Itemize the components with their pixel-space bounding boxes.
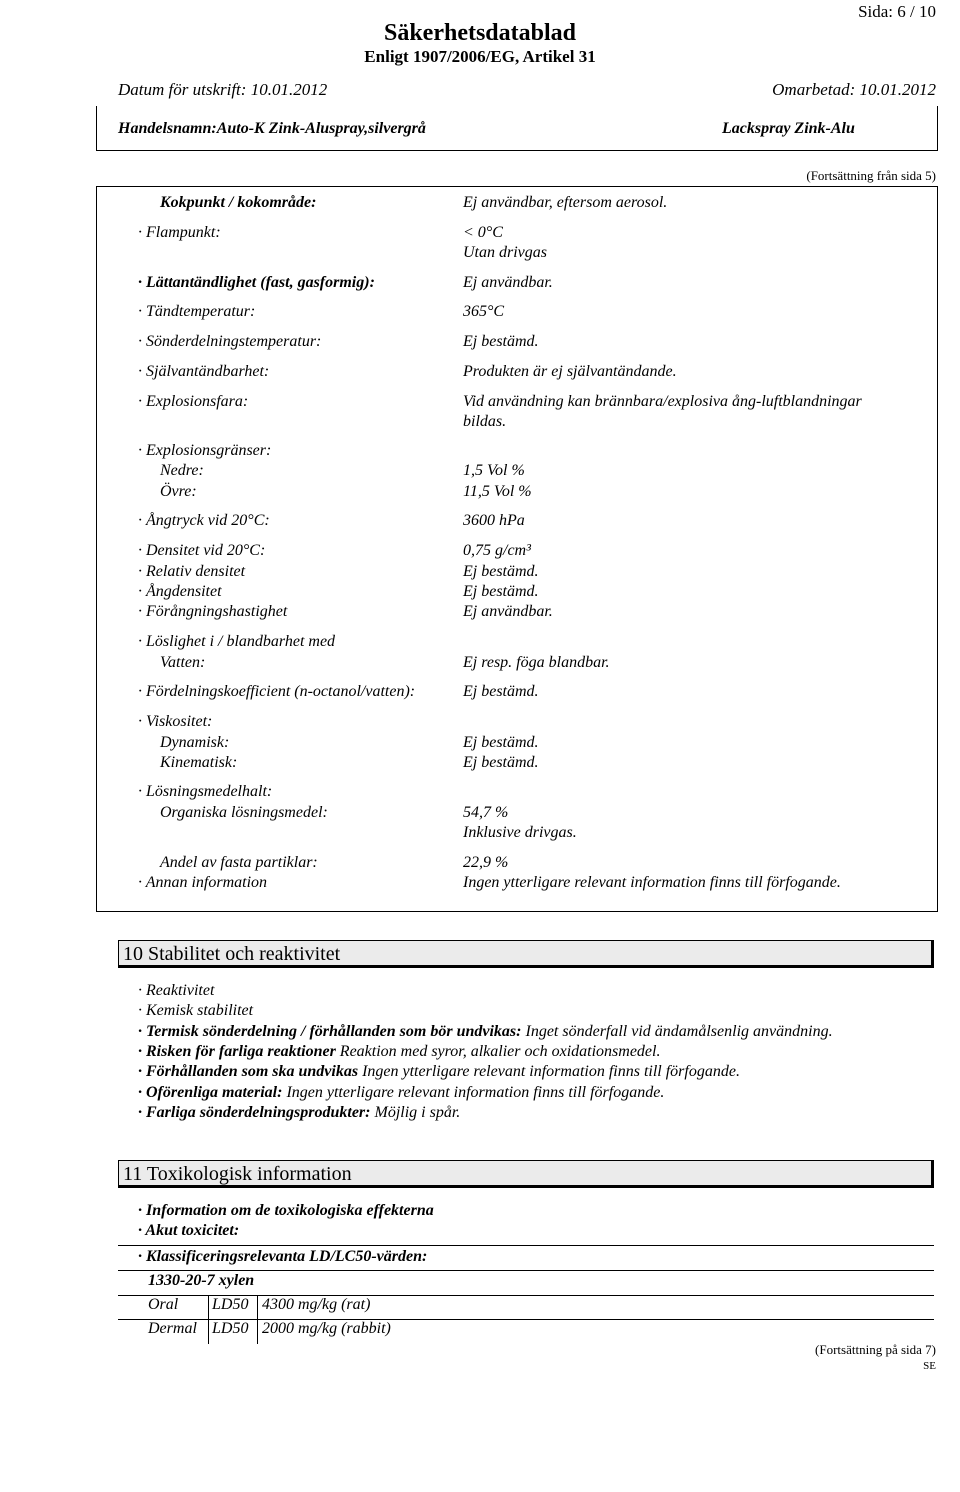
product-name: Lackspray Zink-Alu: [722, 120, 855, 137]
kinematic-value: Ej bestämd.: [463, 754, 539, 771]
partition-value: Ej bestämd.: [463, 683, 539, 700]
tox-row-2-route: Dermal: [148, 1320, 197, 1337]
toxic-info-line: · Information om de toxikologiska effekterna: [138, 1202, 434, 1219]
evaporation-label: · Förångningshastighet: [138, 603, 288, 620]
viscosity-label: · Viskositet:: [138, 713, 213, 730]
other-info-label: · Annan information: [138, 874, 268, 891]
water-label: Vatten:: [160, 654, 206, 671]
conditions-avoid-line: [138, 1063, 740, 1081]
tox-row-2-value: 2000 mg/kg (rabbit): [262, 1320, 391, 1337]
ld-label-line: · Klassificeringsrelevanta LD/LC50-värden:: [138, 1248, 428, 1265]
ignition-value: 365°C: [463, 303, 505, 320]
section-10-title: 10 Stabilitet och reaktivitet: [123, 943, 341, 965]
print-date: Datum för utskrift: 10.01.2012: [118, 80, 328, 99]
section-11-title: 11 Toxikologisk information: [123, 1163, 352, 1185]
incompatible-label: · Oförenliga material:: [138, 1084, 283, 1101]
decomposition-label: · Sönderdelningstemperatur:: [138, 333, 322, 350]
vapour-density-value: Ej bestämd.: [463, 583, 539, 600]
tox-row-2-type: LD50: [212, 1320, 249, 1337]
flammability-label: · Lättantändlighet (fast, gasformig):: [138, 274, 375, 291]
partition-label: · Fördelningskoefficient (n-octanol/vatten):: [138, 683, 416, 700]
thermal-value: Inget sönderfall vid ändamålsenlig användning.: [521, 1023, 833, 1040]
flash-value: < 0°C: [463, 224, 503, 241]
water-value: Ej resp. föga blandbar.: [463, 654, 610, 671]
boiling-label: Kokpunkt / kokområde:: [160, 194, 317, 211]
organic-solvent-label: Organiska lösningsmedel:: [160, 804, 328, 821]
decomposition-products-line: [138, 1104, 460, 1122]
solvent-label: · Lösningsmedelhalt:: [138, 783, 273, 800]
self-ignition-value: Produkten är ej självantändande.: [463, 363, 677, 380]
document-subtitle: Enligt 1907/2006/EG, Artikel 31: [364, 47, 596, 66]
tox-row-1-value: 4300 mg/kg (rat): [262, 1296, 371, 1313]
decomposition-value: Ej bestämd.: [463, 333, 539, 350]
continued-to: (Fortsättning på sida 7): [815, 1342, 936, 1357]
organic-solvent-value: 54,7 %: [463, 804, 509, 821]
other-info-value: Ingen ytterligare relevant information finns till förfogande.: [463, 874, 841, 891]
vapour-density-label: · Ångdensitet: [138, 583, 222, 600]
explosion-value: Vid användning kan brännbara/explosiva ång-luftblandningar: [463, 393, 862, 410]
tox-separator: [118, 1245, 934, 1246]
continued-from: (Fortsättning från sida 5): [806, 168, 936, 183]
boiling-value: Ej användbar, eftersom aerosol.: [463, 194, 668, 211]
evaporation-value: Ej användbar.: [463, 603, 553, 620]
self-ignition-label: · Självantändbarhet:: [138, 363, 270, 380]
relative-density-value: Ej bestämd.: [463, 563, 539, 580]
chemical-stability-line: · Kemisk stabilitet: [138, 1002, 254, 1019]
flammability-value: Ej användbar.: [463, 274, 553, 291]
decomp-products-value: Möjlig i spår.: [370, 1104, 461, 1121]
avoid-value: Ingen ytterligare relevant information finns till förfogande.: [358, 1063, 740, 1080]
incompatible-line: [138, 1084, 664, 1102]
decomp-products-label: · Farliga sönderdelningsprodukter:: [138, 1104, 371, 1121]
upper-limit-label: Övre:: [160, 483, 197, 500]
section-11-header: [118, 1160, 934, 1188]
density-value: 0,75 g/cm³: [463, 542, 531, 559]
dynamic-label: Dynamisk:: [160, 734, 230, 751]
lower-limit-label: Nedre:: [160, 462, 204, 479]
solubility-label: · Löslighet i / blandbarhet med: [138, 633, 336, 650]
acute-toxicity-line: · Akut toxicitet:: [138, 1222, 240, 1239]
kinematic-label: Kinematisk:: [160, 754, 238, 771]
vapour-pressure-value: 3600 hPa: [463, 512, 525, 529]
risk-value: Reaktion med syror, alkalier och oxidationsmedel.: [335, 1043, 661, 1060]
ignition-label: · Tändtemperatur:: [138, 303, 256, 320]
tox-row-1-type: LD50: [212, 1296, 249, 1313]
avoid-label: · Förhållanden som ska undvikas: [138, 1063, 359, 1080]
document-title: Säkerhetsdatablad: [383, 20, 577, 46]
organic-solvent-value-2: Inklusive drivgas.: [463, 824, 577, 841]
revised-date: Omarbetad: 10.01.2012: [772, 80, 936, 99]
thermal-decomposition-line: [138, 1023, 833, 1041]
upper-limit-value: 11,5 Vol %: [463, 483, 532, 500]
substance-line: 1330-20-7 xylen: [148, 1272, 255, 1289]
solids-value: 22,9 %: [463, 854, 509, 871]
section-10-header: [118, 940, 934, 968]
risk-label: · Risken för farliga reaktioner: [138, 1043, 336, 1060]
flash-value-2: Utan drivgas: [463, 244, 547, 261]
explosion-limits-label: · Explosionsgränser:: [138, 442, 272, 459]
density-label: · Densitet vid 20°C:: [138, 542, 266, 559]
reactivity-line: · Reaktivitet: [138, 982, 215, 999]
flash-label: · Flampunkt:: [138, 224, 221, 241]
tox-row-1-route: Oral: [148, 1296, 179, 1313]
explosion-value-2: bildas.: [463, 413, 507, 430]
trade-name: Handelsnamn:Auto-K Zink-Aluspray,silvergrå: [118, 120, 426, 137]
language-code: SE: [923, 1360, 936, 1372]
explosion-label: · Explosionsfara:: [138, 393, 249, 410]
relative-density-label: · Relativ densitet: [138, 563, 246, 580]
dynamic-value: Ej bestämd.: [463, 734, 539, 751]
vapour-pressure-label: · Ångtryck vid 20°C:: [138, 512, 270, 529]
hazardous-reactions-line: [138, 1043, 660, 1061]
incompatible-value: Ingen ytterligare relevant information finns till förfogande.: [282, 1084, 665, 1101]
lower-limit-value: 1,5 Vol %: [463, 462, 525, 479]
page-number: Sida: 6 / 10: [858, 2, 936, 21]
solids-label: Andel av fasta partiklar:: [160, 854, 318, 871]
thermal-label: · Termisk sönderdelning / förhållanden som bör undvikas:: [138, 1023, 522, 1040]
